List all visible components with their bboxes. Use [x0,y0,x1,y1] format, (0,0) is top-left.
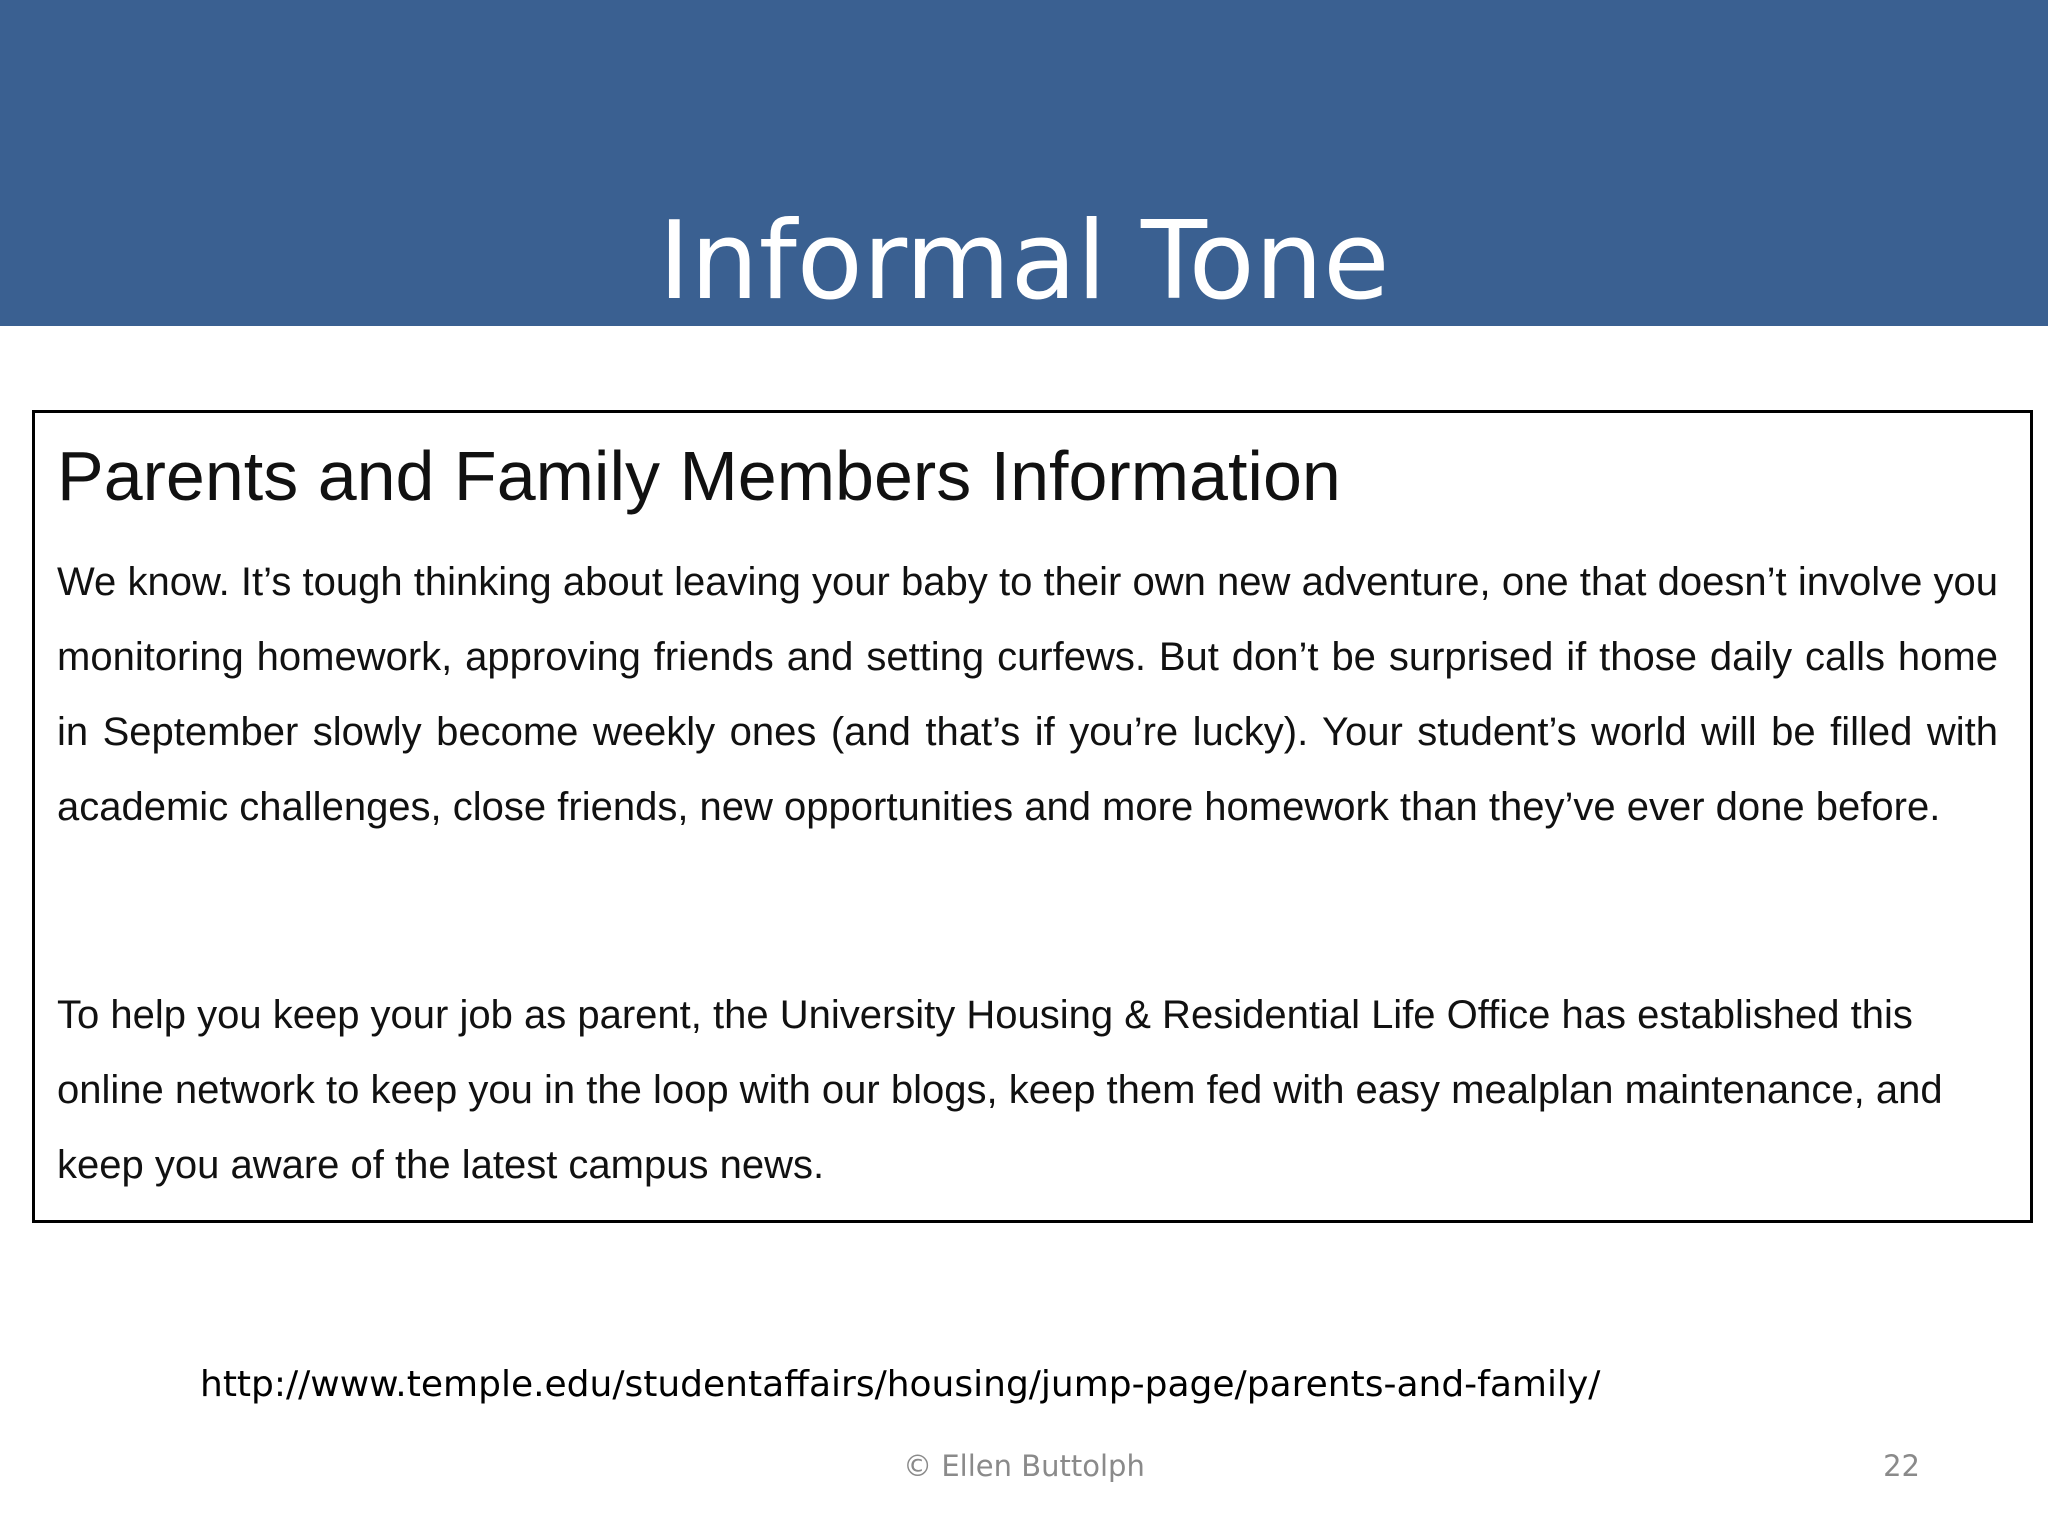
slide-title: Informal Tone [658,199,1390,325]
slide-number: 22 [1883,1449,1920,1483]
footer-copyright: © Ellen Buttolph [903,1449,1145,1483]
screenshot-paragraph-1: We know. It’s tough thinking about leaving your baby to their own new adventure, one that doesn’t involve you monitoring homework, approving friends and setting curfews. But don’t be surprised if those daily calls home in September slowly become weekly ones (and that’s if you’re lucky). Your student’s world will be filled with academic challenges, close friends, new opportunities and more homework than they’ve ever done before. [57,560,1998,829]
screenshot-paragraph-2: To help you keep your job as parent, the University Housing & Residential Life Office has established this online network to keep you in the loop with our blogs, keep them fed with easy mealplan maintenance, and keep you aware of the latest campus news. [57,993,1943,1187]
source-url: http://www.temple.edu/studentaffairs/housing/jump-page/parents-and-family/ [200,1364,1601,1405]
embedded-webpage-screenshot [32,410,2033,1223]
title-bar [0,0,2048,326]
screenshot-heading: Parents and Family Members Information [57,437,1341,515]
